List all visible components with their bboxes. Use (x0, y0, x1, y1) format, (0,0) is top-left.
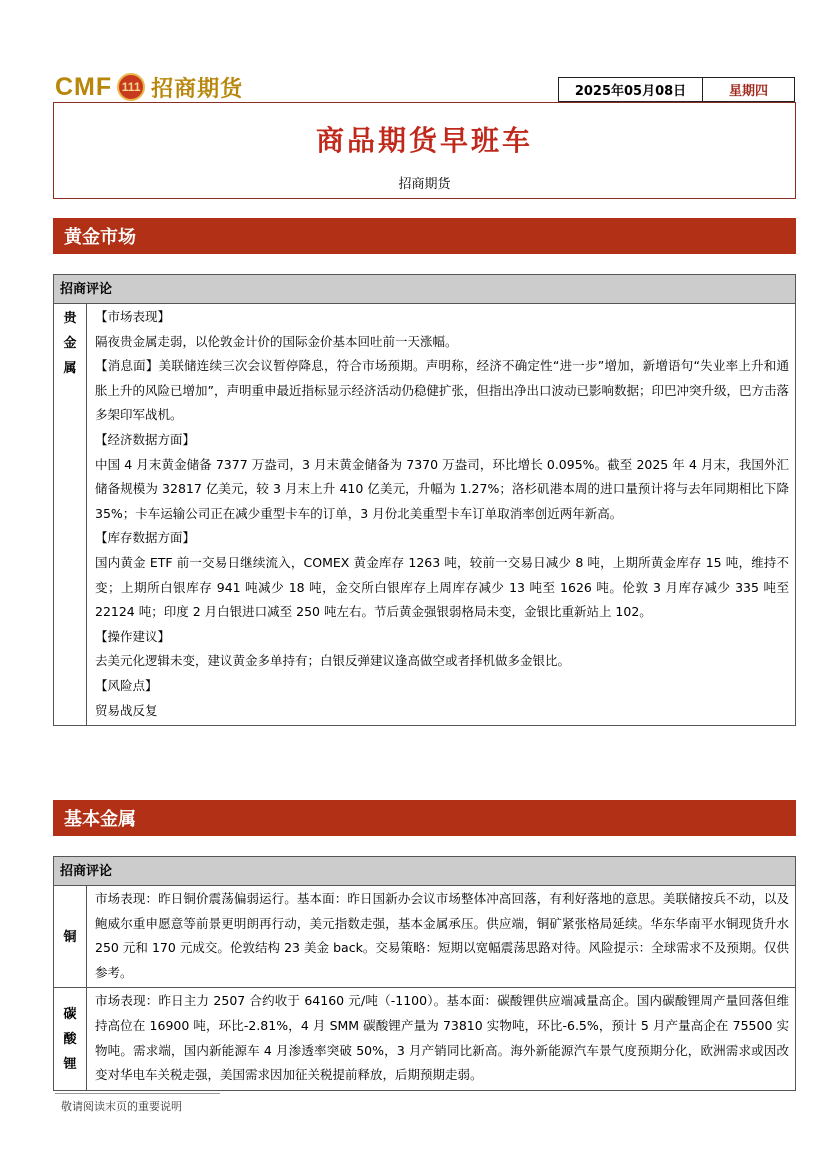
section-bar-gold (53, 218, 796, 254)
table-head-review: 招商评论 (54, 857, 796, 886)
row-label-lithium-carbonate (54, 988, 87, 1090)
section-bar-base-metals (53, 800, 796, 836)
heading-economic-data: 【经济数据方面】 (95, 431, 196, 447)
gold-review-table (53, 274, 796, 726)
title-box (53, 102, 796, 199)
logo-badge-icon: 111 (117, 73, 145, 101)
gold-commentary (87, 304, 796, 726)
page-title: 商品期货早班车 (315, 124, 533, 157)
company-logo (55, 71, 243, 103)
section-title-gold: 黄金市场 (64, 227, 136, 248)
section-title-base-metals: 基本金属 (64, 809, 136, 830)
label-char: 碳 (63, 1007, 77, 1023)
label-char: 锂 (63, 1057, 77, 1073)
label-char: 贵 (63, 311, 77, 326)
heading-risk: 【风险点】 (95, 677, 158, 693)
label-char: 金 (63, 336, 77, 351)
label-char: 酸 (63, 1032, 77, 1048)
report-weekday: 星期四 (703, 77, 795, 102)
paragraph-strategy: 去美元化逻辑未变，建议黄金多单持有；白银反弹建议逢高做空或者择机做多金银比。 (95, 653, 571, 669)
paragraph-economic-data: 中国 4 月末黄金储备 7377 万盎司，3 月末黄金储备为 7370 万盎司，环比增长 0.095%。截至 2025 年 4 月末，我国外汇储备规模为 32817 亿美元，较 3 月末上升 410 亿美元，升幅为 1.27%；洛杉矶港本周的进口量预计将与去年同期相比下降 35%；卡车运输公司正在减少重型卡车的订单，3 月份北美重型卡车订单取消率创近两年新高。 (95, 456, 789, 521)
table-head-review: 招商评论 (54, 275, 796, 304)
logo-cmf-text: CMF (55, 72, 113, 101)
row-label-precious-metals (54, 304, 87, 726)
copper-commentary: 市场表现：昨日铜价震荡偏弱运行。基本面：昨日国新办会议市场整体冲高回落，有利好落地的意思。美联储按兵不动，以及鲍威尔重申愿意等前景更明朗再行动，美元指数走强，基本金属承压。供应端，铜矿紧张格局延续。华东华南平水铜现货升水 250 元和 170 元成交。伦敦结构 23 美金 back。交易策略：短期以宽幅震荡思路对待。风险提示：全球需求不及预期。仅供参考。 (87, 886, 796, 988)
base-metals-review-table (53, 856, 796, 1091)
heading-inventory-data: 【库存数据方面】 (95, 530, 196, 546)
lithium-carbonate-commentary: 市场表现：昨日主力 2507 合约收于 64160 元/吨（-1100）。基本面：碳酸锂供应端减量高企。国内碳酸锂周产量回落但维持高位在 16900 吨，环比-2.81%，4 月 SMM 碳酸锂产量为 73810 实物吨，环比-6.5%，预计 5 月产量高企在 75500 实物吨。需求端，国内新能源车 4 月渗透率突破 50%，3 月产销同比新高。海外新能源汽车景气度预期分化，欧洲需求或因改变对华电车关税走强，美国需求因加征关税提前释放，后期预期走弱。 (87, 988, 796, 1090)
label-char: 属 (63, 361, 77, 376)
heading-market-performance: 【市场表现】 (95, 309, 171, 324)
paragraph-inventory-data: 国内黄金 ETF 前一交易日继续流入，COMEX 黄金库存 1263 吨，较前一交易日减少 8 吨，上期所黄金库存 15 吨，维持不变；上期所白银库存 941 吨减少 18 吨，金交所白银库存上周库存减少 13 吨至 1626 吨。伦敦 3 月库存减少 335 吨至 22124 吨；印度 2 月白银进口减至 250 吨左右。节后黄金强银弱格局未变，金银比重新站上 102。 (95, 554, 789, 620)
footer-note: 敬请阅读末页的重要说明 (61, 1100, 182, 1113)
logo-company-name: 招商期货 (151, 76, 244, 102)
paragraph-risk: 贸易战反复 (95, 702, 158, 718)
heading-strategy: 【操作建议】 (95, 628, 171, 644)
footer-divider (55, 1093, 220, 1094)
paragraph-news: 【消息面】美联储连续三次会议暂停降息，符合市场预期。声明称，经济不确定性“进一步”增加，新增语句“失业率上升和通胀上升的风险已增加”，声明重申最近指标显示经济活动仍稳健扩张，但指出净出口波动已影响数据；印巴冲突升级，巴方击落多架印军战机。 (95, 358, 789, 423)
label-char: 铜 (63, 929, 77, 945)
page-subtitle: 招商期货 (398, 177, 451, 192)
paragraph-market-performance: 隔夜贵金属走弱，以伦敦金计价的国际金价基本回吐前一天涨幅。 (95, 333, 458, 349)
report-date: 2025年05月08日 (558, 77, 703, 102)
row-label-copper (54, 886, 87, 988)
